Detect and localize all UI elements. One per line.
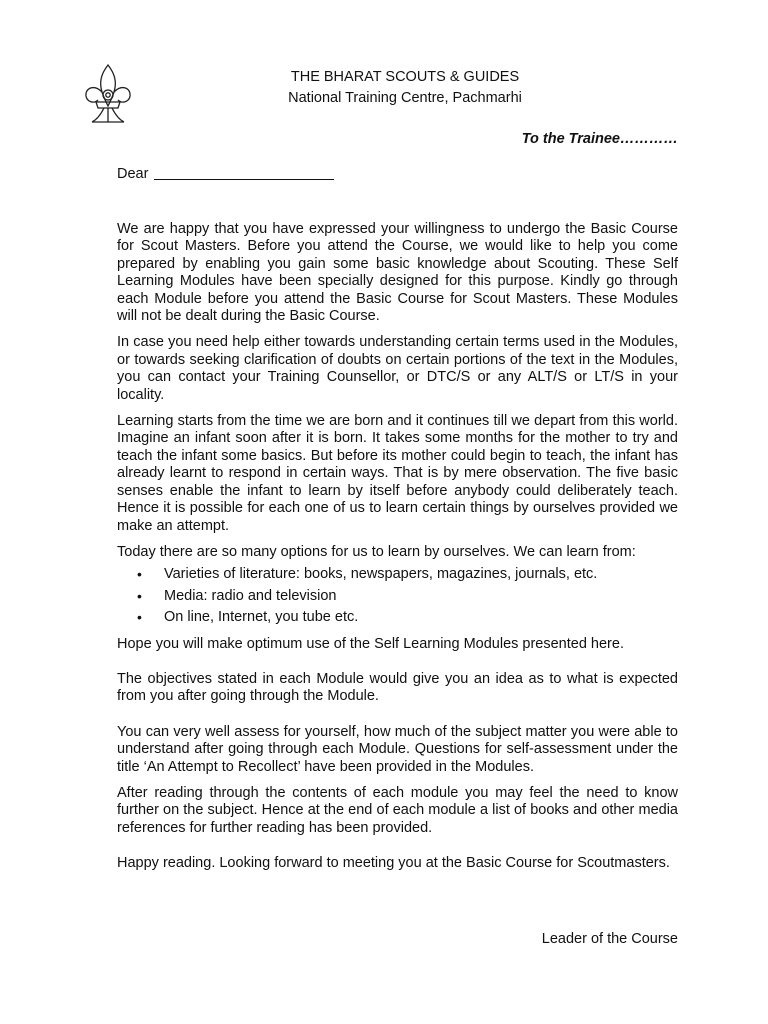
paragraph-objectives: The objectives stated in each Module would give you an idea as to what is expected from you after going through the Module.	[117, 670, 678, 705]
paragraph-further-reading: After reading through the contents of each module you may feel the need to know further on the subject. Hence at the end of each module a list of books and other media references for further reading has been provided.	[117, 784, 678, 836]
paragraph-learning: Learning starts from the time we are born and it continues till we depart from this world. Imagine an infant soon after it is born. It takes some months for the mother to try and teach the infant some basics. But before its mother could begin to teach, the infant has already learnt to respond in certain ways. That is by mere observation. The five basic senses enable the infant to learn by itself before anybody could deliberately teach. Hence it is possible for each one of us to learn certain things by ourselves provided we make an attempt.	[117, 413, 678, 534]
signoff: Leader of the Course	[541, 931, 678, 947]
paragraph-assessment: You can very well assess for yourself, how much of the subject matter you were able to understand after going through each Module. Questions for self-assessment under the title ‘An Attempt to Recollect’ have been provided in the Modules.	[117, 723, 678, 775]
list-item: • On line, Internet, you tube etc.	[137, 609, 678, 626]
paragraph-closing: Happy reading. Looking forward to meeting you at the Basic Course for Scoutmasters.	[117, 855, 670, 872]
salutation-text: Dear	[117, 166, 149, 182]
paragraph-options: Today there are so many options for us to learn by ourselves. We can learn from:	[117, 543, 636, 560]
addressee-line: To the Trainee…………	[521, 131, 678, 147]
letter-body	[117, 221, 678, 873]
salutation	[117, 166, 334, 182]
paragraph-hope: Hope you will make optimum use of the Self Learning Modules presented here.	[117, 635, 624, 652]
learning-options-list	[117, 566, 678, 626]
paragraph-intro: We are happy that you have expressed your willingness to undergo the Basic Course for Scout Masters. Before you attend the Course, we would like to help you come prepared by enabling you gain some basic knowledge about Scouting. These Self Learning Modules have been specially designed for this purpose. Kindly go through each Module before you attend the Basic Course for Scout Masters. These Modules will not be dealt during the Basic Course.	[117, 221, 678, 325]
fleur-de-lis-emblem-icon	[82, 62, 134, 128]
list-item: • Varieties of literature: books, newspapers, magazines, journals, etc.	[137, 566, 678, 583]
centre-name: National Training Centre, Pachmarhi	[288, 90, 522, 106]
paragraph-help: In case you need help either towards understanding certain terms used in the Modules, or towards seeking clarification of doubts on certain portions of the text in the Modules, you can contact your Training Counsellor, or DTC/S or any ALT/S or LT/S in your locality.	[117, 334, 678, 403]
list-item: • Media: radio and television	[137, 588, 678, 605]
name-blank-line	[154, 178, 334, 180]
organization-name: THE BHARAT SCOUTS & GUIDES	[290, 69, 520, 85]
